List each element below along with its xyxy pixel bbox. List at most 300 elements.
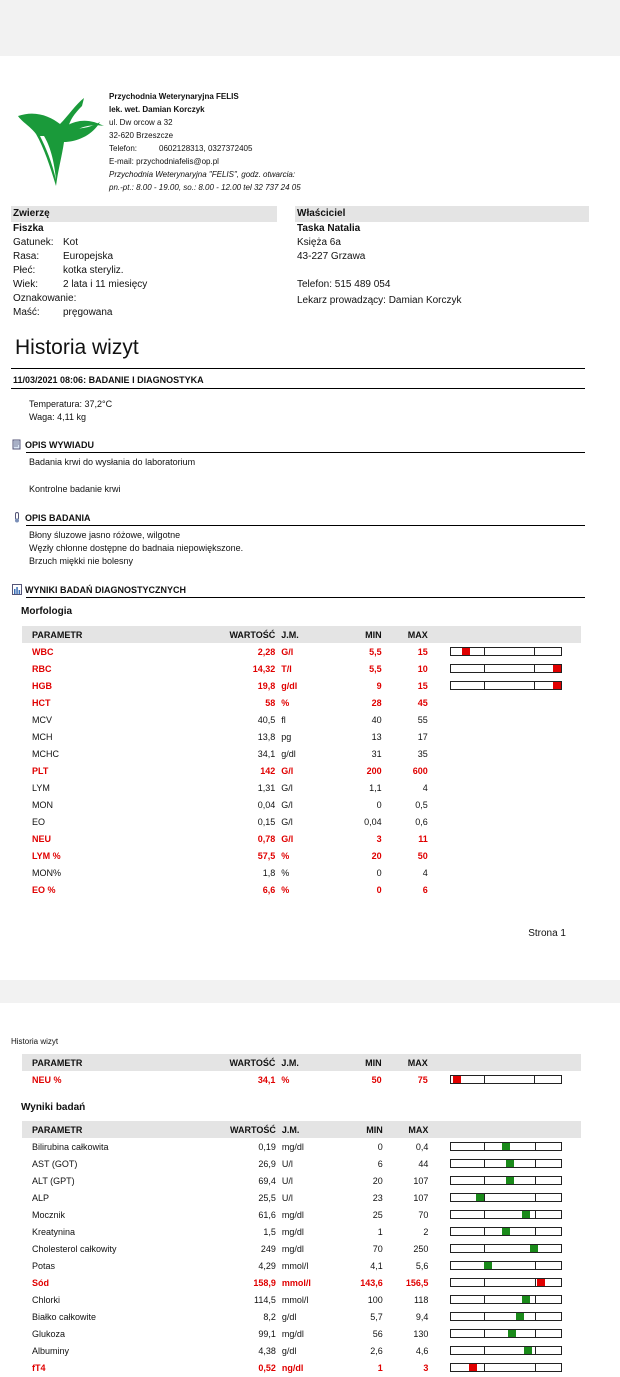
interview-line-2: Kontrolne badanie krwi xyxy=(29,484,121,494)
min-cell: 3 xyxy=(376,833,382,844)
range-marker xyxy=(530,1245,538,1252)
range-bar xyxy=(450,681,562,690)
range-bar xyxy=(450,1193,562,1202)
table-row xyxy=(22,643,581,660)
max-cell: 15 xyxy=(417,646,428,657)
range-tick xyxy=(534,1076,535,1083)
range-marker xyxy=(502,1228,510,1235)
unit-cell: % xyxy=(281,697,290,708)
range-bar xyxy=(450,1329,562,1338)
table-row xyxy=(22,1274,581,1291)
range-bar xyxy=(450,1278,562,1287)
range-cell xyxy=(428,813,581,830)
param-cell: RBC xyxy=(32,663,52,674)
min-cell: 40 xyxy=(371,714,382,725)
min-cell: 56 xyxy=(372,1328,383,1339)
range-cell xyxy=(428,694,581,711)
range-cell xyxy=(428,762,581,779)
table-row xyxy=(22,1071,581,1088)
neu-rows xyxy=(22,1071,581,1088)
range-cell xyxy=(428,643,581,660)
wyniki-title: Wyniki badań xyxy=(21,1102,86,1113)
max-cell: 130 xyxy=(413,1328,429,1339)
range-tick xyxy=(484,648,485,655)
range-tick xyxy=(535,1364,536,1371)
min-cell: 0,04 xyxy=(364,816,382,827)
unit-cell: mg/dl xyxy=(281,1209,304,1220)
animal-field-label: Maść: xyxy=(13,307,40,318)
range-tick xyxy=(484,1347,485,1354)
value-cell: 99,1 xyxy=(258,1328,276,1339)
max-cell: 55 xyxy=(417,714,428,725)
max-cell: 50 xyxy=(417,850,428,861)
unit-cell: mmol/l xyxy=(281,1277,311,1288)
param-cell: HCT xyxy=(32,697,51,708)
owner-section xyxy=(295,206,589,308)
unit-cell: % xyxy=(281,850,290,861)
col-param: PARAMETR xyxy=(22,1054,191,1071)
min-cell: 0 xyxy=(376,867,382,878)
range-marker xyxy=(522,1296,530,1303)
table-row xyxy=(22,677,581,694)
param-cell: Mocznik xyxy=(32,1209,66,1220)
value-cell: 34,1 xyxy=(257,748,276,759)
table-header-row xyxy=(22,1121,581,1138)
value-cell: 69,4 xyxy=(258,1175,276,1186)
morfologia-title: Morfologia xyxy=(21,606,73,617)
animal-field-label: Wiek: xyxy=(13,279,38,290)
range-bar xyxy=(450,664,562,673)
table-row xyxy=(22,745,581,762)
col-max: MAX xyxy=(382,626,428,643)
max-cell: 3 xyxy=(423,1362,429,1373)
param-cell: Cholesterol całkowity xyxy=(32,1243,117,1254)
param-cell: MCH xyxy=(32,731,53,742)
value-cell: 0,04 xyxy=(257,799,276,810)
value-cell: 0,15 xyxy=(257,816,276,827)
clinic-phone: 0602128313, 0327372405 xyxy=(159,144,253,153)
param-cell: LYM xyxy=(32,782,50,793)
range-tick xyxy=(535,1177,536,1184)
table-row xyxy=(22,1240,581,1257)
max-cell: 4 xyxy=(422,867,428,878)
value-cell: 8,2 xyxy=(263,1311,276,1322)
range-cell xyxy=(428,1274,581,1291)
table-row xyxy=(22,813,581,830)
vitals xyxy=(29,398,112,424)
param-cell: AST (GOT) xyxy=(32,1158,78,1169)
animal-name: Fiszka xyxy=(13,223,44,234)
table-row xyxy=(22,1257,581,1274)
value-cell: 25,5 xyxy=(258,1192,276,1203)
min-cell: 70 xyxy=(372,1243,383,1254)
col-max: MAX xyxy=(383,1121,429,1138)
table-row xyxy=(22,779,581,796)
range-tick xyxy=(484,1143,485,1150)
max-cell: 0,4 xyxy=(415,1141,429,1152)
table-row xyxy=(22,1325,581,1342)
exam-line: Brzuch miękki nie bolesny xyxy=(29,556,134,566)
param-cell: NEU % xyxy=(32,1074,62,1085)
range-tick xyxy=(484,665,485,672)
range-marker xyxy=(484,1262,492,1269)
min-cell: 5,5 xyxy=(369,663,382,674)
col-min: MIN xyxy=(331,626,381,643)
param-cell: Potas xyxy=(32,1260,56,1271)
animal-header: Zwierzę xyxy=(11,206,277,222)
param-cell: ALP xyxy=(32,1192,50,1203)
wyniki-table xyxy=(22,1121,581,1376)
value-cell: 1,5 xyxy=(263,1226,276,1237)
range-cell xyxy=(428,1257,581,1274)
wyniki-rows xyxy=(22,1138,581,1376)
range-tick xyxy=(484,1330,485,1337)
range-tick xyxy=(535,1296,536,1303)
min-cell: 13 xyxy=(371,731,382,742)
range-bar xyxy=(450,1142,562,1151)
value-cell: 19,8 xyxy=(257,680,276,691)
value-cell: 4,38 xyxy=(258,1345,276,1356)
value-cell: 34,1 xyxy=(257,1074,276,1085)
value-cell: 57,5 xyxy=(257,850,276,861)
divider xyxy=(26,452,585,453)
unit-cell: fl xyxy=(281,714,286,725)
param-cell: Albuminy xyxy=(32,1345,70,1356)
clinic-phone-row xyxy=(109,142,301,155)
range-tick xyxy=(534,665,535,672)
range-marker xyxy=(553,665,561,672)
range-marker xyxy=(506,1160,514,1167)
range-bar xyxy=(450,1261,562,1270)
range-cell xyxy=(428,1071,581,1088)
unit-cell: g/dl xyxy=(281,680,298,691)
max-cell: 35 xyxy=(417,748,428,759)
report-page-2 xyxy=(0,1003,620,1377)
max-cell: 4,6 xyxy=(415,1345,429,1356)
animal-field-value: Kot xyxy=(63,237,79,248)
animal-section xyxy=(11,206,277,320)
range-bar xyxy=(450,1363,562,1372)
clinic-logo xyxy=(10,96,105,188)
value-cell: 1,31 xyxy=(257,782,276,793)
min-cell: 2,6 xyxy=(370,1345,383,1356)
exam-line: Węzły chłonne dostępne do badnaia niepowiększone. xyxy=(29,543,244,553)
interview-heading xyxy=(12,439,94,450)
range-marker xyxy=(469,1364,477,1371)
range-tick xyxy=(484,1296,485,1303)
page-running-header: Historia wizyt xyxy=(11,1037,59,1046)
unit-cell: U/l xyxy=(281,1175,293,1186)
col-range xyxy=(428,1121,581,1138)
divider xyxy=(26,597,585,598)
min-cell: 1 xyxy=(377,1362,383,1373)
range-marker xyxy=(524,1347,532,1354)
range-cell xyxy=(428,796,581,813)
col-unit: J.M. xyxy=(275,1054,331,1071)
min-cell: 28 xyxy=(371,697,382,708)
col-param: PARAMETR xyxy=(22,626,191,643)
max-cell: 10 xyxy=(417,663,428,674)
min-cell: 0 xyxy=(377,1141,383,1152)
animal-field-label: Oznakowanie: xyxy=(13,293,77,304)
min-cell: 1,1 xyxy=(369,782,382,793)
range-tick xyxy=(484,1364,485,1371)
value-cell: 0,52 xyxy=(258,1362,276,1373)
clinic-doctor: lek. wet. Damian Korczyk xyxy=(109,105,205,114)
param-cell: MON% xyxy=(32,867,61,878)
unit-cell: mmol/l xyxy=(281,1260,309,1271)
col-max: MAX xyxy=(382,1054,428,1071)
range-tick xyxy=(534,682,535,689)
range-marker xyxy=(522,1211,530,1218)
range-cell xyxy=(428,1172,581,1189)
owner-street: Księża 6a xyxy=(297,237,341,248)
param-cell: EO % xyxy=(32,884,56,895)
animal-field-label: Gatunek: xyxy=(13,237,54,248)
value-cell: 0,19 xyxy=(258,1141,276,1152)
animal-field-row xyxy=(13,278,277,292)
diagnostics-heading xyxy=(12,584,186,595)
unit-cell: G/l xyxy=(281,646,294,657)
value-cell: 40,5 xyxy=(257,714,276,725)
table-row xyxy=(22,1342,581,1359)
col-value: WARTOŚĆ xyxy=(193,1121,276,1138)
param-cell: LYM % xyxy=(32,850,61,861)
range-tick xyxy=(484,1160,485,1167)
range-cell xyxy=(428,677,581,694)
range-marker xyxy=(506,1177,514,1184)
value-cell: 13,8 xyxy=(257,731,276,742)
range-cell xyxy=(428,660,581,677)
param-cell: Sód xyxy=(32,1277,49,1288)
range-cell xyxy=(428,1308,581,1325)
interview-title: OPIS WYWIADU xyxy=(25,440,94,450)
range-cell xyxy=(428,847,581,864)
unit-cell: g/dl xyxy=(281,1311,297,1322)
unit-cell: T/l xyxy=(281,663,292,674)
report-page-1 xyxy=(0,56,620,980)
min-cell: 5,5 xyxy=(369,646,382,657)
table-row xyxy=(22,1223,581,1240)
unit-cell: % xyxy=(281,884,290,895)
max-cell: 0,6 xyxy=(415,816,428,827)
notes-icon xyxy=(12,439,22,450)
animal-field-row xyxy=(13,250,277,264)
history-title: Historia wizyt xyxy=(15,336,139,359)
min-cell: 20 xyxy=(371,850,382,861)
range-tick xyxy=(535,1330,536,1337)
table-row xyxy=(22,1172,581,1189)
min-cell: 0 xyxy=(376,799,382,810)
table-row xyxy=(22,1138,581,1155)
range-cell xyxy=(428,779,581,796)
min-cell: 4,1 xyxy=(370,1260,383,1271)
range-tick xyxy=(484,1279,485,1286)
clinic-hours-line-1: Przychodnia Weterynaryjna "FELIS", godz. otwarcia: xyxy=(109,170,296,179)
range-bar xyxy=(450,1159,562,1168)
min-cell: 6 xyxy=(377,1158,383,1169)
unit-cell: g/dl xyxy=(281,1345,297,1356)
range-marker xyxy=(516,1313,524,1320)
divider xyxy=(11,368,585,369)
clinic-street: ul. Dw orcow a 32 xyxy=(109,118,173,127)
table-row xyxy=(22,762,581,779)
param-cell: MCV xyxy=(32,714,52,725)
table-header-row xyxy=(22,1054,581,1071)
range-tick xyxy=(484,1076,485,1083)
animal-field-value: Europejska xyxy=(63,251,114,262)
value-cell: 61,6 xyxy=(258,1209,276,1220)
unit-cell: % xyxy=(281,1074,290,1085)
unit-cell: G/l xyxy=(281,782,293,793)
clinic-info xyxy=(109,90,301,194)
range-tick xyxy=(484,682,485,689)
unit-cell: g/dl xyxy=(281,748,296,759)
range-tick xyxy=(535,1143,536,1150)
range-bar xyxy=(450,647,562,656)
param-cell: WBC xyxy=(32,646,54,657)
unit-cell: mg/dl xyxy=(281,1226,304,1237)
range-cell xyxy=(428,830,581,847)
unit-cell: U/l xyxy=(281,1192,293,1203)
range-cell xyxy=(428,1342,581,1359)
col-unit: J.M. xyxy=(275,626,331,643)
weight: Waga: 4,11 kg xyxy=(29,412,87,422)
visit-header: 11/03/2021 08:06: BADANIE I DIAGNOSTYKA xyxy=(13,375,204,385)
max-cell: 17 xyxy=(417,731,428,742)
max-cell: 4 xyxy=(422,782,428,793)
param-cell: EO xyxy=(32,816,46,827)
range-cell xyxy=(428,1291,581,1308)
max-cell: 250 xyxy=(413,1243,429,1254)
value-cell: 4,29 xyxy=(258,1260,276,1271)
max-cell: 0,5 xyxy=(415,799,428,810)
morfologia-table xyxy=(22,626,581,898)
max-cell: 107 xyxy=(413,1175,429,1186)
range-cell xyxy=(428,1325,581,1342)
max-cell: 15 xyxy=(417,680,428,691)
min-cell: 5,7 xyxy=(370,1311,383,1322)
unit-cell: mg/dl xyxy=(281,1328,304,1339)
animal-fields xyxy=(13,236,277,320)
col-min: MIN xyxy=(333,1121,383,1138)
value-cell: 158,9 xyxy=(253,1277,276,1288)
clinic-hours-line-2: pn.-pt.: 8.00 - 19.00, so.: 8.00 - 12.00 tel 32 737 24 05 xyxy=(109,183,301,192)
param-cell: PLT xyxy=(32,765,49,776)
range-tick xyxy=(535,1262,536,1269)
range-marker xyxy=(508,1330,516,1337)
range-bar xyxy=(450,1210,562,1219)
owner-header: Właściciel xyxy=(295,206,589,222)
divider xyxy=(11,388,585,389)
exam-line: Błony śluzowe jasno różowe, wilgotne xyxy=(29,530,181,540)
chart-icon xyxy=(12,584,22,595)
range-cell xyxy=(428,881,581,898)
range-marker xyxy=(553,682,561,689)
col-value: WARTOŚĆ xyxy=(191,626,275,643)
range-bar xyxy=(450,1312,562,1321)
diagnostics-title: WYNIKI BADAŃ DIAGNOSTYCZNYCH xyxy=(25,585,186,595)
neu-table xyxy=(22,1054,581,1088)
value-cell: 1,8 xyxy=(262,867,276,878)
param-cell: Chlorki xyxy=(32,1294,61,1305)
table-row xyxy=(22,830,581,847)
owner-city: 43-227 Grzawa xyxy=(297,251,366,262)
animal-field-row xyxy=(13,236,277,250)
min-cell: 200 xyxy=(366,765,382,776)
animal-field-row xyxy=(13,306,277,320)
unit-cell: % xyxy=(281,867,290,878)
morfologia-rows xyxy=(22,643,581,898)
range-tick xyxy=(484,1211,485,1218)
value-cell: 0,78 xyxy=(257,833,276,844)
range-cell xyxy=(428,711,581,728)
table-row xyxy=(22,694,581,711)
range-cell xyxy=(428,1240,581,1257)
range-cell xyxy=(428,1189,581,1206)
range-tick xyxy=(484,1313,485,1320)
range-tick xyxy=(535,1160,536,1167)
table-row xyxy=(22,864,581,881)
min-cell: 0 xyxy=(376,884,382,895)
param-cell: Glukoza xyxy=(32,1328,66,1339)
clinic-email: E-mail: przychodniafelis@op.pl xyxy=(109,157,219,166)
unit-cell: G/l xyxy=(281,799,293,810)
table-row xyxy=(22,1189,581,1206)
range-tick xyxy=(535,1194,536,1201)
range-marker xyxy=(476,1194,484,1201)
owner-phone: Telefon: 515 489 054 xyxy=(297,279,391,290)
col-range xyxy=(428,626,581,643)
range-bar xyxy=(450,1075,562,1084)
param-cell: MON xyxy=(32,799,53,810)
thermometer-icon xyxy=(12,512,22,523)
col-range xyxy=(428,1054,581,1071)
exam-heading xyxy=(12,512,91,523)
value-cell: 6,6 xyxy=(262,884,276,895)
table-row xyxy=(22,1206,581,1223)
param-cell: HGB xyxy=(32,680,52,691)
range-marker xyxy=(502,1143,510,1150)
value-cell: 2,28 xyxy=(257,646,276,657)
value-cell: 26,9 xyxy=(258,1158,276,1169)
value-cell: 58 xyxy=(265,697,276,708)
min-cell: 25 xyxy=(372,1209,383,1220)
table-row xyxy=(22,1308,581,1325)
max-cell: 70 xyxy=(418,1209,429,1220)
range-tick xyxy=(484,1177,485,1184)
interview-line-1: Badania krwi do wysłania do laboratorium xyxy=(29,457,196,467)
range-cell xyxy=(428,1359,581,1376)
max-cell: 118 xyxy=(414,1294,429,1305)
table-row xyxy=(22,1155,581,1172)
animal-field-row xyxy=(13,264,277,278)
owner-name: Taska Natalia xyxy=(297,223,361,234)
range-tick xyxy=(535,1313,536,1320)
range-tick xyxy=(535,1211,536,1218)
col-value: WARTOŚĆ xyxy=(191,1054,275,1071)
table-row xyxy=(22,1359,581,1376)
range-cell xyxy=(428,1223,581,1240)
range-marker xyxy=(453,1076,461,1083)
range-bar xyxy=(450,1244,562,1253)
unit-cell: mg/dl xyxy=(281,1141,304,1152)
param-cell: ALT (GPT) xyxy=(32,1175,75,1186)
range-tick xyxy=(484,1194,485,1201)
temperature: Temperatura: 37,2°C xyxy=(29,399,113,409)
max-cell: 600 xyxy=(412,765,428,776)
animal-field-label: Rasa: xyxy=(13,251,40,262)
